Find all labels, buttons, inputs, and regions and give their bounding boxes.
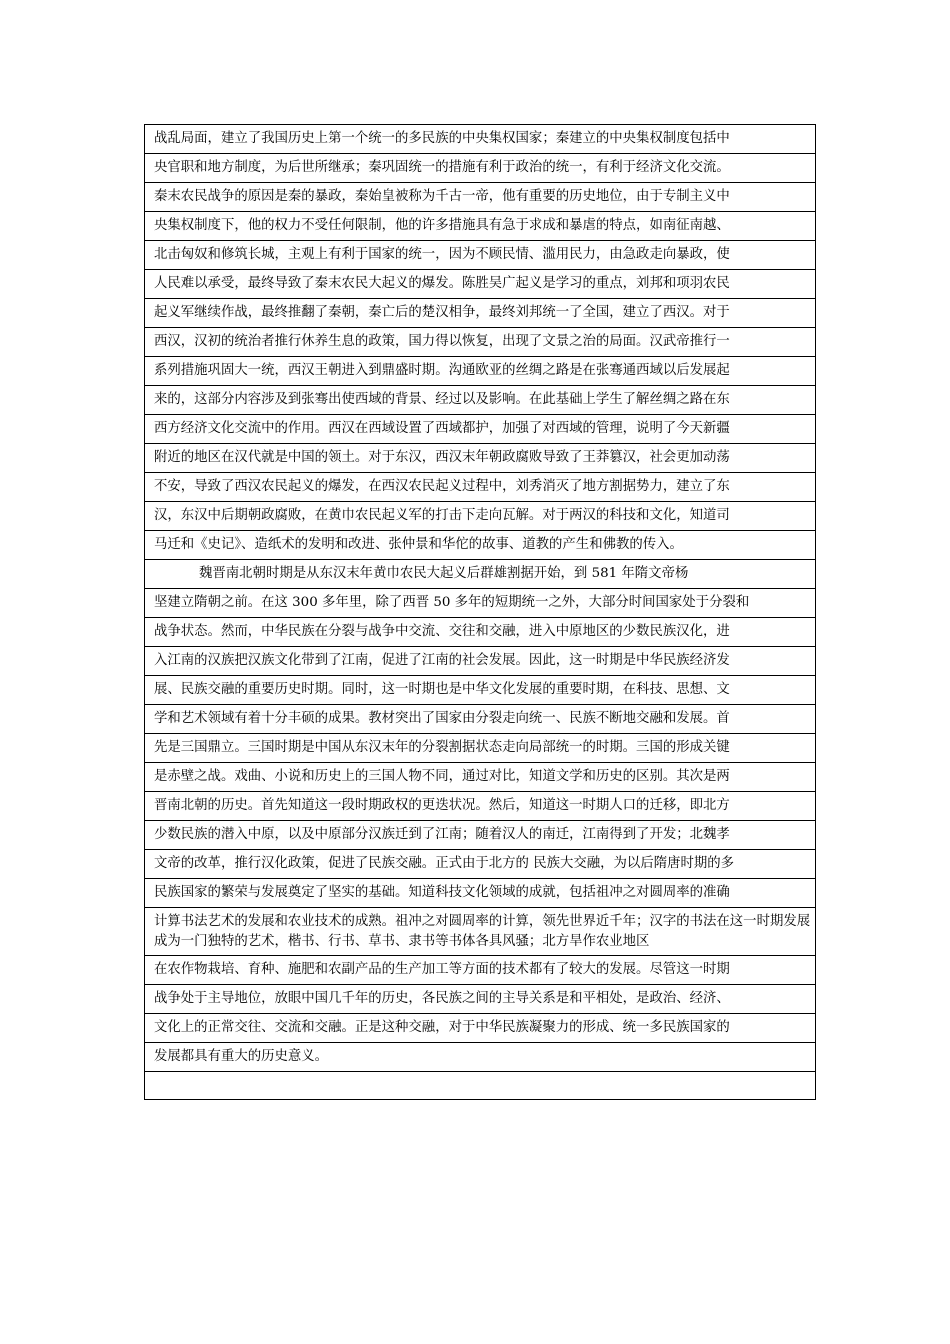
line-cell: 坚建立隋朝之前。在这 300 多年里，除了西晋 50 多年的短期统一之外，大部分时间国家处于分裂和 — [145, 589, 816, 618]
text-line — [145, 473, 816, 502]
line-cell: 西方经济文化交流中的作用。西汉在西域设置了西域都护，加强了对西域的管理，说明了今天新疆 — [145, 415, 816, 444]
line-cell-wrapped: 计算书法艺术的发展和农业技术的成熟。祖冲之对圆周率的计算，领先世界近千年；汉字的书法在这一时期发展成为一门独特的艺术，楷书、行书、草书、隶书等书体各具风骚；北方旱作农业地区 — [145, 908, 816, 956]
line-cell: 战争状态。然而，中华民族在分裂与战争中交流、交往和交融，进入中原地区的少数民族汉化，进 — [145, 618, 816, 647]
line-cell: 来的，这部分内容涉及到张骞出使西域的背景、经过以及影响。在此基础上学生了解丝绸之路在东 — [145, 386, 816, 415]
text-line — [145, 357, 816, 386]
text-line — [145, 1072, 816, 1100]
line-cell: 汉，东汉中后期朝政腐败，在黄巾农民起义军的打击下走向瓦解。对于两汉的科技和文化，知道司 — [145, 502, 816, 531]
line-cell-empty — [145, 1072, 816, 1100]
text-line — [145, 589, 816, 618]
text-line — [145, 821, 816, 850]
text-line — [145, 985, 816, 1014]
line-cell: 民族国家的繁荣与发展奠定了坚实的基础。知道科技文化领域的成就，包括祖冲之对圆周率的准确 — [145, 879, 816, 908]
line-cell: 附近的地区在汉代就是中国的领土。对于东汉，西汉末年朝政腐败导致了王莽篡汉，社会更加动荡 — [145, 444, 816, 473]
line-cell: 学和艺术领域有着十分丰硕的成果。教材突出了国家由分裂走向统一、民族不断地交融和发展。首 — [145, 705, 816, 734]
line-cell: 先是三国鼎立。三国时期是中国从东汉末年的分裂割据状态走向局部统一的时期。三国的形成关键 — [145, 734, 816, 763]
text-line — [145, 444, 816, 473]
line-cell: 晋南北朝的历史。首先知道这一段时期政权的更迭状况。然后，知道这一时期人口的迁移，即北方 — [145, 792, 816, 821]
text-line — [145, 734, 816, 763]
text-line — [145, 531, 816, 560]
text-line — [145, 676, 816, 705]
line-cell: 少数民族的潜入中原，以及中原部分汉族迁到了江南；随着汉人的南迁，江南得到了开发；北魏孝 — [145, 821, 816, 850]
text-line — [145, 386, 816, 415]
line-cell: 马迁和《史记》、造纸术的发明和改进、张仲景和华佗的故事、道教的产生和佛教的传入。 — [145, 531, 816, 560]
line-cell: 系列措施巩固大一统，西汉王朝进入到鼎盛时期。沟通欧亚的丝绸之路是在张骞通西域以后发展起 — [145, 357, 816, 386]
text-line — [145, 183, 816, 212]
text-line — [145, 125, 816, 154]
text-line — [145, 270, 816, 299]
line-cell: 发展都具有重大的历史意义。 — [145, 1043, 816, 1072]
line-cell: 北击匈奴和修筑长城，主观上有利于国家的统一，因为不顾民情、滥用民力，由急政走向暴政，使 — [145, 241, 816, 270]
text-lines-body — [145, 125, 816, 1100]
line-cell: 不安，导致了西汉农民起义的爆发，在西汉农民起义过程中，刘秀消灭了地方割据势力，建立了东 — [145, 473, 816, 502]
text-line — [145, 792, 816, 821]
text-line — [145, 154, 816, 183]
line-cell: 文化上的正常交往、交流和交融。正是这种交融，对于中华民族凝聚力的形成、统一多民族国家的 — [145, 1014, 816, 1043]
text-line — [145, 1014, 816, 1043]
text-line — [145, 328, 816, 357]
document-page — [144, 124, 816, 1100]
line-cell: 入江南的汉族把汉族文化带到了江南，促进了江南的社会发展。因此，这一时期是中华民族经济发 — [145, 647, 816, 676]
text-line — [145, 1043, 816, 1072]
text-line — [145, 705, 816, 734]
text-line — [145, 647, 816, 676]
text-line — [145, 241, 816, 270]
line-cell: 央集权制度下，他的权力不受任何限制，他的许多措施具有急于求成和暴虐的特点，如南征南越、 — [145, 212, 816, 241]
line-cell: 西汉，汉初的统治者推行休养生息的政策，国力得以恢复，出现了文景之治的局面。汉武帝推行一 — [145, 328, 816, 357]
text-line — [145, 560, 816, 589]
text-lines-table — [144, 124, 816, 1100]
line-cell: 秦末农民战争的原因是秦的暴政，秦始皇被称为千古一帝，他有重要的历史地位，由于专制主义中 — [145, 183, 816, 212]
line-cell: 文帝的改革，推行汉化政策，促进了民族交融。正式由于北方的 民族大交融，为以后隋唐时期的多 — [145, 850, 816, 879]
text-line — [145, 299, 816, 328]
line-cell: 战争处于主导地位，放眼中国几千年的历史，各民族之间的主导关系是和平相处，是政治、经济、 — [145, 985, 816, 1014]
line-cell: 是赤壁之战。戏曲、小说和历史上的三国人物不同，通过对比，知道文学和历史的区别。其次是两 — [145, 763, 816, 792]
text-line — [145, 415, 816, 444]
line-cell: 展、民族交融的重要历史时期。同时，这一时期也是中华文化发展的重要时期，在科技、思想、文 — [145, 676, 816, 705]
line-cell: 在农作物栽培、育种、施肥和农副产品的生产加工等方面的技术都有了较大的发展。尽管这一时期 — [145, 956, 816, 985]
text-line — [145, 212, 816, 241]
text-line — [145, 850, 816, 879]
line-cell: 央官职和地方制度，为后世所继承；秦巩固统一的措施有利于政治的统一，有利于经济文化交流。 — [145, 154, 816, 183]
line-cell: 人民难以承受，最终导致了秦末农民大起义的爆发。陈胜吴广起义是学习的重点，刘邦和项羽农民 — [145, 270, 816, 299]
text-line — [145, 502, 816, 531]
text-line — [145, 956, 816, 985]
line-cell-paragraph-start: 魏晋南北朝时期是从东汉末年黄巾农民大起义后群雄割据开始，到 581 年隋文帝杨 — [145, 560, 816, 589]
text-line — [145, 879, 816, 908]
line-cell: 起义军继续作战，最终推翻了秦朝，秦亡后的楚汉相争，最终刘邦统一了全国，建立了西汉。对于 — [145, 299, 816, 328]
text-line — [145, 763, 816, 792]
text-line — [145, 908, 816, 956]
line-cell: 战乱局面，建立了我国历史上第一个统一的多民族的中央集权国家；秦建立的中央集权制度包括中 — [145, 125, 816, 154]
text-line — [145, 618, 816, 647]
